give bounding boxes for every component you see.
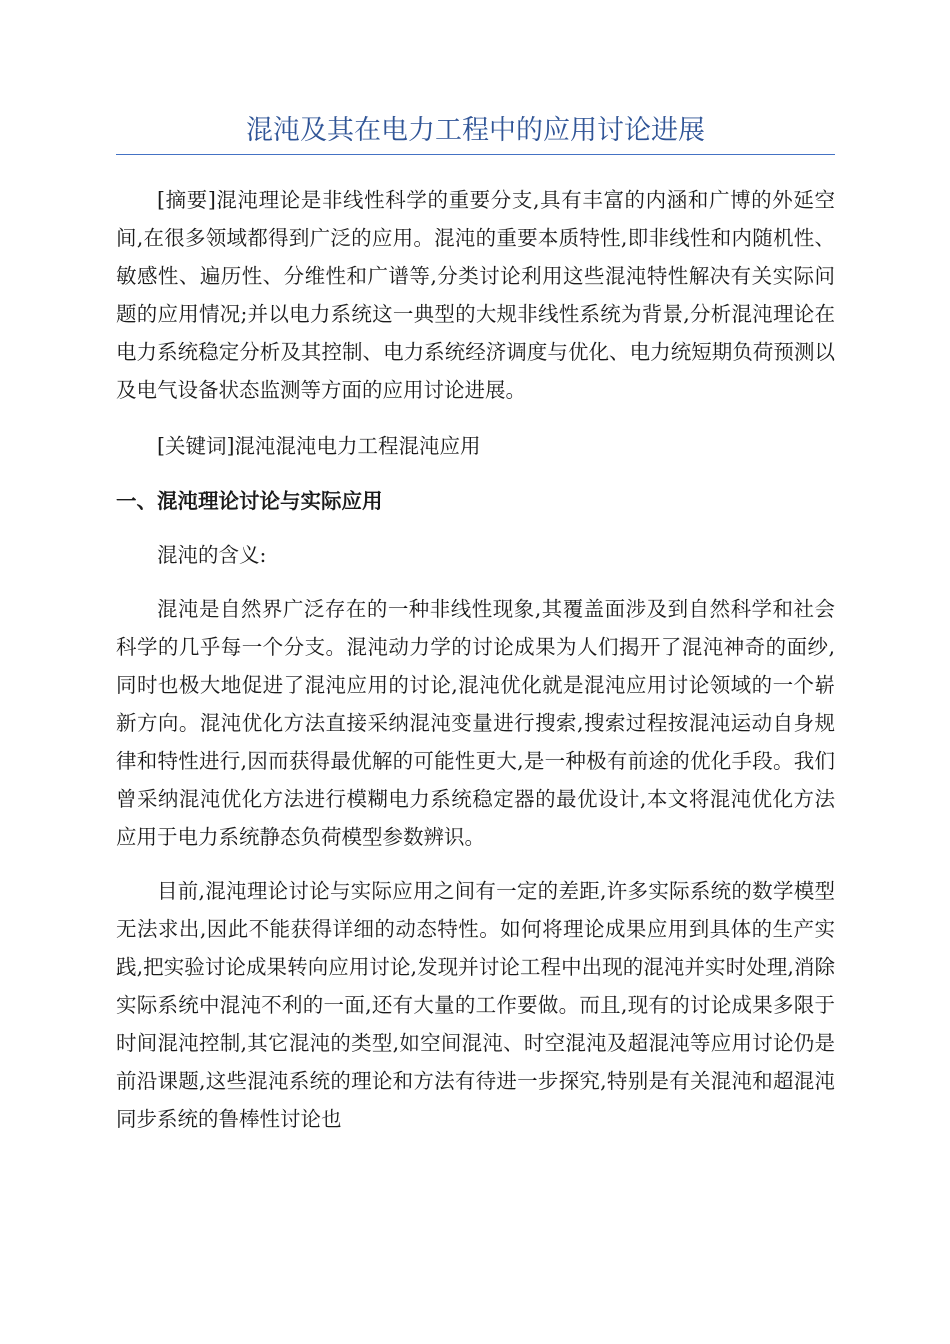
body-paragraph-2: 目前,混沌理论讨论与实际应用之间有一定的差距,许多实际系统的数学模型无法求出,因此不能获得详细的动态特性。如何将理论成果应用到具体的生产实践,把实验讨论成果转向应用讨论,发现并讨论工程中出现的混沌并实时处理,消除实际系统中混沌不利的一面,还有大量的工作要做。而且,现有的讨论成果多限于时间混沌控制,其它混沌的类型,如空间混沌、时空混沌及超混沌等应用讨论仍是前沿课题,这些混沌系统的理论和方法有待进一步探究,特别是有关混沌和超混沌同步系统的鲁棒性讨论也	[116, 879, 835, 1131]
section-subheading: 混沌的含义:	[157, 543, 267, 567]
document-title: 混沌及其在电力工程中的应用讨论进展	[116, 108, 835, 155]
section-heading: 一、混沌理论讨论与实际应用	[116, 489, 383, 513]
abstract-paragraph: [摘要]混沌理论是非线性科学的重要分支,具有丰富的内涵和广博的外延空间,在很多领域都得到广泛的应用。混沌的重要本质特性,即非线性和内随机性、敏感性、遍历性、分维性和广谱等,分类讨论利用这些混沌特性解决有关实际问题的应用情况;并以电力系统这一典型的大规非线性系统为背景,分析混沌理论在电力系统稳定分析及其控制、电力系统经济调度与优化、电力统短期负荷预测以及电气设备状态监测等方面的应用讨论进展。	[116, 188, 835, 402]
document-page	[116, 108, 835, 1138]
body-paragraph-1: 混沌是自然界广泛存在的一种非线性现象,其覆盖面涉及到自然科学和社会科学的几乎每一个分支。混沌动力学的讨论成果为人们揭开了混沌神奇的面纱,同时也极大地促进了混沌应用的讨论,混沌优化就是混沌应用讨论领域的一个崭新方向。混沌优化方法直接采纳混沌变量进行搜索,搜索过程按混沌运动自身规律和特性进行,因而获得最优解的可能性更大,是一种极有前途的优化手段。我们曾采纳混沌优化方法进行模糊电力系统稳定器的最优设计,本文将混沌优化方法应用于电力系统静态负荷模型参数辨识。	[116, 597, 835, 849]
keywords-line: [关键词]混沌混沌电力工程混沌应用	[157, 434, 481, 458]
